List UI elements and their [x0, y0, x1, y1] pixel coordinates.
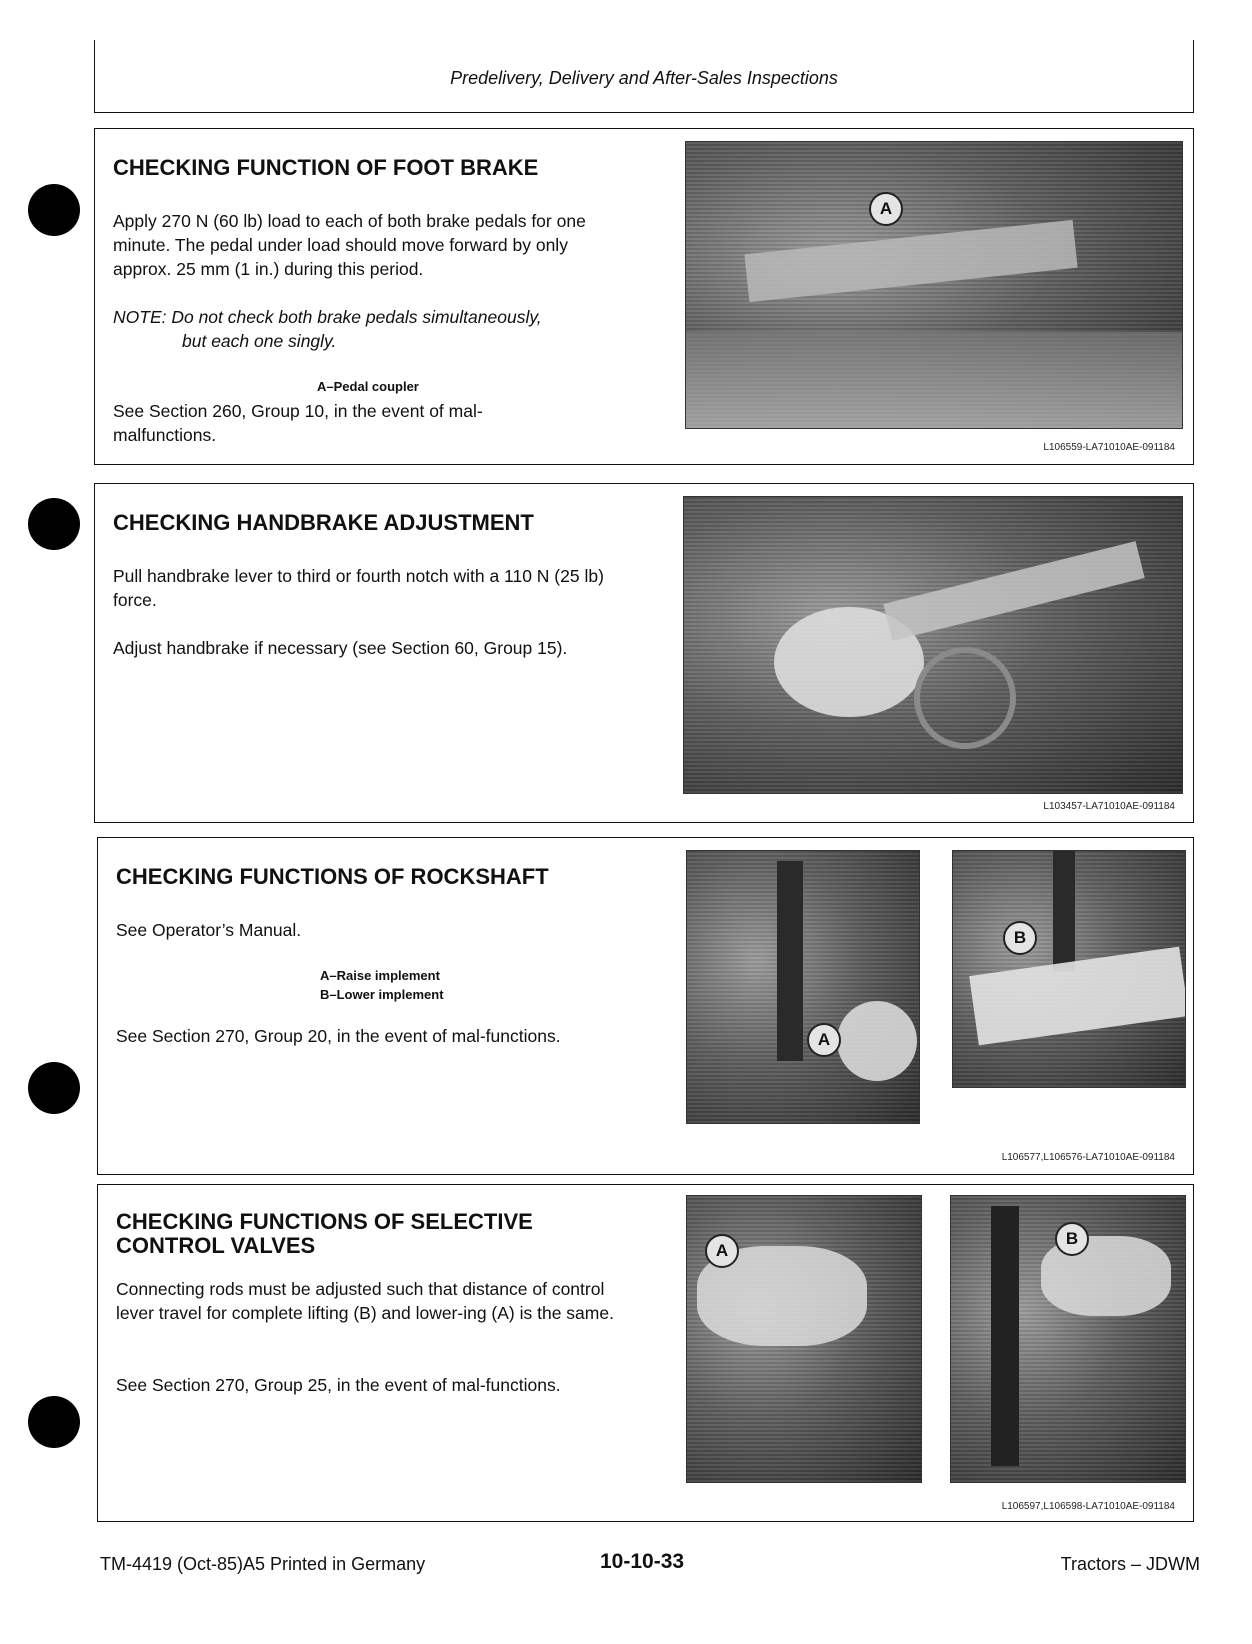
- section-foot-brake: [94, 128, 1194, 465]
- callout-a: A: [705, 1234, 739, 1268]
- section-rockshaft: [97, 837, 1194, 1175]
- foot-brake-photo: [685, 141, 1183, 429]
- handbrake-photo: [683, 496, 1183, 794]
- page-header: [94, 40, 1194, 113]
- header-title: Predelivery, Delivery and After-Sales Inspections: [450, 68, 838, 88]
- page-number: 10-10-33: [600, 1550, 685, 1573]
- instruction-text: Pull handbrake lever to third or fourth notch with a 110 N (25 lb) force.: [113, 566, 604, 610]
- binder-hole: [28, 184, 80, 236]
- callout-a: A: [807, 1023, 841, 1057]
- binder-hole: [28, 1396, 80, 1448]
- reference-text: See Section 270, Group 25, in the event of mal-functions.: [116, 1375, 561, 1395]
- legend-item: B–Lower implement: [320, 987, 444, 1002]
- figure-caption: L103457-LA71010AE-091184: [1043, 801, 1175, 812]
- callout-a: A: [869, 192, 903, 226]
- instruction-text: Apply 270 N (60 lb) load to each of both brake pedals for one minute. The pedal under load should move forward by only approx. 25 mm (1 in.) during this period.: [113, 211, 586, 279]
- note-text: NOTE: Do not check both brake pedals simultaneously,: [113, 307, 542, 327]
- callout-b: B: [1055, 1222, 1089, 1256]
- figure-caption: L106597,L106598-LA71010AE-091184: [1001, 1501, 1175, 1512]
- figure-caption: L106577,L106576-LA71010AE-091184: [1001, 1152, 1175, 1163]
- section-handbrake: [94, 483, 1194, 823]
- reference-text: See Section 270, Group 20, in the event of mal-functions.: [116, 1026, 561, 1046]
- instruction-text: Connecting rods must be adjusted such that distance of control lever travel for complete lifting (B) and lower-ing (A) is the same.: [116, 1279, 614, 1323]
- callout-b: B: [1003, 921, 1037, 955]
- reference-text: See Section 260, Group 10, in the event of mal-malfunctions.: [113, 401, 483, 445]
- rockshaft-lower-photo: [952, 850, 1186, 1088]
- section-title: CONTROL VALVES: [116, 1233, 316, 1258]
- legend-item: A–Raise implement: [320, 968, 440, 983]
- valve-lowering-photo: [686, 1195, 922, 1483]
- instruction-text: Adjust handbrake if necessary (see Section 60, Group 15).: [113, 638, 568, 658]
- section-title: CHECKING FUNCTIONS OF SELECTIVE: [116, 1209, 533, 1234]
- legend-item: A–Pedal coupler: [317, 379, 419, 394]
- section-title: CHECKING FUNCTIONS OF ROCKSHAFT: [116, 864, 549, 889]
- footer-product: Tractors – JDWM: [1060, 1554, 1200, 1574]
- note-text: but each one singly.: [182, 331, 337, 351]
- instruction-text: See Operator’s Manual.: [116, 920, 302, 940]
- binder-hole: [28, 1062, 80, 1114]
- footer-document-id: TM-4419 (Oct-85)A5 Printed in Germany: [100, 1554, 426, 1574]
- section-title: CHECKING HANDBRAKE ADJUSTMENT: [113, 510, 534, 535]
- section-selective-control-valves: [97, 1184, 1194, 1522]
- rockshaft-raise-photo: [686, 850, 920, 1124]
- figure-caption: L106559-LA71010AE-091184: [1043, 442, 1175, 453]
- valve-lifting-photo: [950, 1195, 1186, 1483]
- binder-hole: [28, 498, 80, 550]
- section-title: CHECKING FUNCTION OF FOOT BRAKE: [113, 155, 539, 180]
